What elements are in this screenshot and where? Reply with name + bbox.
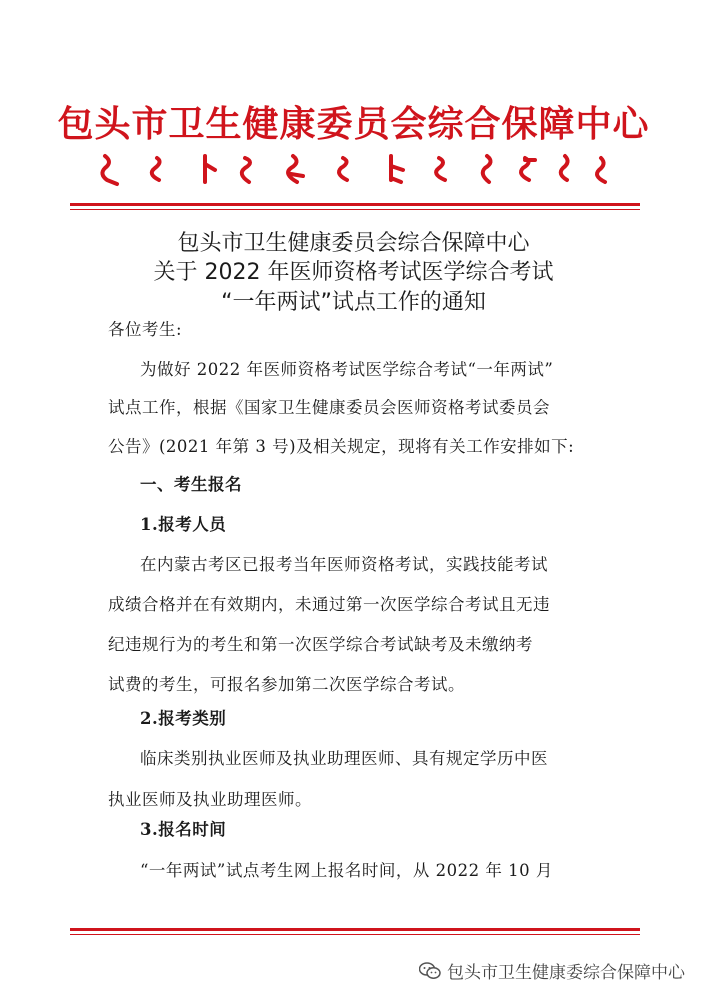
applicants-line-2: 成绩合格并在有效期内，未通过第一次医学综合考试且无违	[108, 595, 550, 614]
subheading-applicants: 1.报考人员	[140, 515, 227, 534]
categories-line-2: 执业医师及执业助理医师。	[108, 790, 312, 809]
notice-title-line3: “一年两试”试点工作的通知	[221, 290, 486, 315]
intro-line-3: 公告》(2021 年第 3 号)及相关规定，现将有关工作安排如下:	[108, 437, 575, 456]
salutation: 各位考生:	[108, 320, 183, 339]
applicants-line-3: 纪违规行为的考生和第一次医学综合考试缺考及未缴纳考	[108, 635, 533, 654]
letterhead-org-name: 包头市卫生健康委员会综合保障中心	[57, 103, 650, 145]
notice-title-line1: 包头市卫生健康委员会综合保障中心	[177, 231, 530, 256]
wechat-icon	[419, 962, 441, 980]
footer-divider-thin	[70, 934, 640, 935]
subheading-registration-time: 3.报名时间	[140, 820, 227, 839]
header-divider-thin	[70, 209, 640, 210]
watermark-text: 包头市卫生健康委综合保障中心	[447, 963, 685, 983]
mongolian-script-org-name	[95, 152, 615, 188]
categories-line-1: 临床类别执业医师及执业助理医师、具有规定学历中医	[140, 749, 548, 768]
footer-divider-thick	[70, 928, 640, 931]
section-heading-registration: 一、考生报名	[140, 475, 242, 494]
wechat-watermark	[419, 958, 685, 983]
subheading-categories: 2.报考类别	[140, 709, 227, 728]
header-divider-thick	[70, 203, 640, 206]
intro-line-1: 为做好 2022 年医师资格考试医学综合考试“一年两试”	[140, 360, 554, 379]
notice-title-line2: 关于 2022 年医师资格考试医学综合考试	[153, 260, 554, 285]
applicants-line-4: 试费的考生，可报名参加第二次医学综合考试。	[108, 675, 465, 694]
intro-line-2: 试点工作，根据《国家卫生健康委员会医师资格考试委员会	[108, 398, 550, 417]
registration-time-line-1: “一年两试”试点考生网上报名时间，从 2022 年 10 月	[140, 861, 553, 880]
applicants-line-1: 在内蒙古考区已报考当年医师资格考试，实践技能考试	[140, 555, 548, 574]
